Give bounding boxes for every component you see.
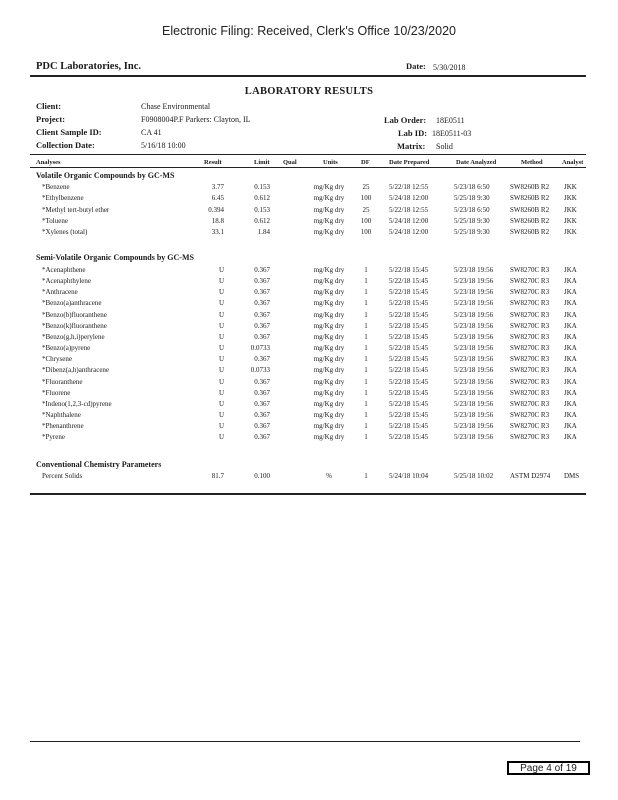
column-header-rule — [30, 167, 586, 168]
date-label: Date: — [406, 61, 426, 71]
result-value: U — [218, 288, 224, 297]
units-value: mg/Kg dry — [313, 183, 345, 191]
analyte-name: *Chrysene — [42, 355, 72, 364]
units-value: mg/Kg dry — [313, 422, 345, 431]
table-row — [0, 472, 618, 483]
analyte-name: *Xylenes (total) — [42, 228, 88, 237]
limit-value: 0.367 — [254, 422, 270, 431]
date-analyzed: 5/23/18 19:56 — [454, 266, 494, 274]
matrix-label: Matrix: — [397, 141, 426, 151]
date-prepared: 5/22/18 15:45 — [389, 277, 429, 286]
limit-value: 0.367 — [254, 433, 270, 442]
method-value: SW8270C R3 — [510, 344, 550, 353]
info-rule — [30, 154, 586, 155]
units-value: mg/Kg dry — [313, 310, 345, 319]
units-value: mg/Kg dry — [313, 388, 345, 397]
analyst-value: JKA — [564, 321, 577, 330]
analyst-value: DMS — [564, 472, 580, 480]
result-value: U — [218, 410, 224, 419]
table-row — [0, 333, 618, 344]
limit-value: 0.367 — [254, 266, 270, 274]
table-row — [0, 422, 618, 433]
page-number: Page 4 of 19 — [507, 761, 590, 775]
sample-id-label: Client Sample ID: — [36, 127, 102, 137]
date-analyzed: 5/23/18 19:56 — [454, 355, 494, 364]
matrix-value: Solid — [436, 142, 453, 151]
limit-value: 0.367 — [254, 299, 270, 308]
limit-value: 0.367 — [254, 277, 270, 286]
date-prepared: 5/22/18 15:45 — [389, 355, 429, 364]
date-analyzed: 5/25/18 9:30 — [454, 228, 490, 237]
date-analyzed: 5/25/18 9:30 — [454, 216, 490, 225]
result-value: U — [218, 321, 224, 330]
date-prepared: 5/22/18 15:45 — [389, 399, 429, 408]
result-value: U — [218, 277, 224, 286]
project-label: Project: — [36, 114, 66, 124]
dilution-factor: 1 — [364, 433, 368, 442]
date-prepared: 5/22/18 15:45 — [389, 288, 429, 297]
date-prepared: 5/24/18 10:04 — [389, 472, 429, 480]
method-value: SW8260B R2 — [510, 194, 550, 203]
units-value: mg/Kg dry — [313, 194, 345, 203]
footer-rule — [30, 741, 580, 742]
method-value: SW8260B R2 — [510, 183, 550, 191]
col-header-analyses: Analyses — [36, 159, 61, 166]
analyst-value: JKA — [564, 277, 577, 286]
dilution-factor: 1 — [364, 377, 368, 386]
date-analyzed: 5/23/18 19:56 — [454, 388, 494, 397]
dilution-factor: 1 — [364, 266, 368, 274]
analyte-name: *Benzo(g,h,i)perylene — [42, 332, 105, 341]
limit-value: 0.100 — [254, 472, 270, 480]
dilution-factor: 1 — [364, 332, 368, 341]
units-value: mg/Kg dry — [313, 366, 345, 375]
method-value: SW8270C R3 — [510, 288, 550, 297]
table-row — [0, 400, 618, 411]
report-date: 5/30/2018 — [433, 63, 466, 72]
client-label: Client: — [36, 101, 62, 111]
limit-value: 0.0733 — [250, 366, 270, 375]
analyte-name: *Dibenz(a,h)anthracene — [42, 366, 110, 375]
col-header-date-prepared: Date Prepared — [389, 159, 430, 166]
lab-id-value: 18E0511-03 — [432, 129, 472, 138]
analyst-value: JKA — [564, 332, 577, 341]
date-prepared: 5/22/18 15:45 — [389, 332, 429, 341]
result-value: U — [218, 366, 224, 375]
analyte-name: *Benzene — [42, 183, 70, 191]
dilution-factor: 100 — [360, 194, 372, 203]
dilution-factor: 1 — [364, 410, 368, 419]
result-value: U — [218, 332, 224, 341]
result-value: 18.8 — [211, 216, 224, 225]
section-title-voc: Volatile Organic Compounds by GC-MS — [36, 171, 175, 180]
units-value: mg/Kg dry — [313, 216, 345, 225]
client-value: Chase Environmental — [141, 102, 211, 111]
dilution-factor: 1 — [364, 277, 368, 286]
limit-value: 0.153 — [254, 183, 270, 191]
limit-value: 1.84 — [257, 228, 270, 237]
analyte-name: *Benzo(a)anthracene — [42, 299, 102, 308]
collection-date-label: Collection Date: — [36, 140, 95, 150]
analyst-value: JKA — [564, 344, 577, 353]
result-value: 33.1 — [211, 228, 224, 237]
date-analyzed: 5/23/18 19:56 — [454, 321, 494, 330]
analyst-value: JKA — [564, 299, 577, 308]
limit-value: 0.367 — [254, 321, 270, 330]
result-value: 81.7 — [211, 472, 224, 480]
table-row — [0, 299, 618, 310]
units-value: mg/Kg dry — [313, 277, 345, 286]
method-value: SW8270C R3 — [510, 388, 550, 397]
limit-value: 0.367 — [254, 355, 270, 364]
limit-value: 0.612 — [254, 216, 270, 225]
collection-date-value: 5/16/18 10:00 — [141, 141, 186, 150]
analyst-value: JKK — [564, 183, 577, 191]
result-value: U — [218, 344, 224, 353]
lab-id-label: Lab ID: — [398, 128, 428, 138]
dilution-factor: 25 — [362, 205, 370, 214]
analyst-value: JKA — [564, 399, 577, 408]
analyst-value: JKA — [564, 355, 577, 364]
company-name: PDC Laboratories, Inc. — [36, 61, 141, 72]
table-end-rule — [30, 493, 586, 495]
date-prepared: 5/24/18 12:00 — [389, 194, 429, 203]
result-value: U — [218, 266, 224, 274]
table-row — [0, 366, 618, 377]
analyst-value: JKA — [564, 266, 577, 274]
method-value: SW8270C R3 — [510, 355, 550, 364]
table-row — [0, 344, 618, 355]
table-row — [0, 194, 618, 205]
units-value: mg/Kg dry — [313, 355, 345, 364]
method-value: SW8270C R3 — [510, 366, 550, 375]
col-header-df: DF — [361, 159, 370, 166]
result-value: U — [218, 377, 224, 386]
limit-value: 0.367 — [254, 288, 270, 297]
limit-value: 0.612 — [254, 194, 270, 203]
method-value: ASTM D2974 — [510, 472, 551, 480]
method-value: SW8270C R3 — [510, 332, 550, 341]
limit-value: 0.367 — [254, 332, 270, 341]
analyte-name: *Fluoranthene — [42, 377, 83, 386]
analyst-value: JKA — [564, 366, 577, 375]
analyst-value: JKA — [564, 310, 577, 319]
dilution-factor: 1 — [364, 344, 368, 353]
units-value: mg/Kg dry — [313, 344, 345, 353]
method-value: SW8260B R2 — [510, 216, 550, 225]
date-analyzed: 5/23/18 19:56 — [454, 377, 494, 386]
header-rule — [30, 75, 586, 77]
col-header-analyst: Analyst — [562, 159, 584, 166]
analyst-value: JKK — [564, 205, 577, 214]
analyst-value: JKA — [564, 388, 577, 397]
date-analyzed: 5/23/18 19:56 — [454, 433, 494, 442]
date-analyzed: 5/23/18 6:50 — [454, 183, 490, 191]
analyte-name: *Fluorene — [42, 388, 71, 397]
lab-order-label: Lab Order: — [384, 115, 427, 125]
date-analyzed: 5/23/18 19:56 — [454, 344, 494, 353]
date-analyzed: 5/23/18 19:56 — [454, 288, 494, 297]
dilution-factor: 100 — [360, 216, 372, 225]
analyte-name: *Naphthalene — [42, 410, 81, 419]
units-value: mg/Kg dry — [313, 205, 345, 214]
date-prepared: 5/22/18 15:45 — [389, 422, 429, 431]
analyst-value: JKA — [564, 288, 577, 297]
col-header-method: Method — [521, 159, 543, 166]
table-row — [0, 433, 618, 444]
result-value: 0.394 — [208, 205, 224, 214]
method-value: SW8270C R3 — [510, 310, 550, 319]
table-row — [0, 217, 618, 228]
method-value: SW8270C R3 — [510, 321, 550, 330]
result-value: 3.77 — [211, 183, 224, 191]
result-value: U — [218, 388, 224, 397]
date-prepared: 5/24/18 12:00 — [389, 216, 429, 225]
analyst-value: JKK — [564, 194, 577, 203]
analyte-name: *Anthracene — [42, 288, 78, 297]
analyte-name: *Benzo(a)pyrene — [42, 344, 91, 353]
table-row — [0, 389, 618, 400]
analyte-name: *Benzo(b)fluoranthene — [42, 310, 107, 319]
section-title-svoc: Semi-Volatile Organic Compounds by GC-MS — [36, 253, 194, 262]
table-row — [0, 206, 618, 217]
method-value: SW8270C R3 — [510, 377, 550, 386]
units-value: mg/Kg dry — [313, 321, 345, 330]
analyst-value: JKA — [564, 422, 577, 431]
method-value: SW8270C R3 — [510, 266, 550, 274]
dilution-factor: 1 — [364, 299, 368, 308]
project-value: F0908004P.F Parkers: Clayton, IL — [141, 115, 251, 124]
analyte-name: *Benzo(k)fluoranthene — [42, 321, 107, 330]
date-prepared: 5/22/18 15:45 — [389, 433, 429, 442]
table-row — [0, 311, 618, 322]
date-analyzed: 5/25/18 9:30 — [454, 194, 490, 203]
sample-id-value: CA 41 — [141, 128, 162, 137]
date-prepared: 5/22/18 15:45 — [389, 377, 429, 386]
limit-value: 0.153 — [254, 205, 270, 214]
result-value: U — [218, 433, 224, 442]
date-analyzed: 5/25/18 10:02 — [454, 472, 494, 480]
result-value: U — [218, 355, 224, 364]
dilution-factor: 1 — [364, 288, 368, 297]
dilution-factor: 1 — [364, 388, 368, 397]
dilution-factor: 1 — [364, 321, 368, 330]
result-value: U — [218, 399, 224, 408]
units-value: mg/Kg dry — [313, 228, 345, 237]
units-value: mg/Kg dry — [313, 299, 345, 308]
table-row — [0, 288, 618, 299]
analyte-name: *Acenaphthene — [42, 266, 86, 274]
date-prepared: 5/22/18 12:55 — [389, 205, 429, 214]
limit-value: 0.367 — [254, 388, 270, 397]
date-analyzed: 5/23/18 19:56 — [454, 310, 494, 319]
result-value: U — [218, 310, 224, 319]
limit-value: 0.367 — [254, 377, 270, 386]
date-analyzed: 5/23/18 19:56 — [454, 399, 494, 408]
analyst-value: JKA — [564, 410, 577, 419]
method-value: SW8270C R3 — [510, 433, 550, 442]
dilution-factor: 1 — [364, 366, 368, 375]
date-prepared: 5/24/18 12:00 — [389, 228, 429, 237]
table-row — [0, 322, 618, 333]
analyst-value: JKA — [564, 377, 577, 386]
col-header-date-analyzed: Date Analyzed — [456, 159, 497, 166]
units-value: mg/Kg dry — [313, 399, 345, 408]
method-value: SW8270C R3 — [510, 277, 550, 286]
table-row — [0, 228, 618, 239]
table-row — [0, 355, 618, 366]
analyte-name: *Ethylbenzene — [42, 194, 84, 203]
date-prepared: 5/22/18 15:45 — [389, 344, 429, 353]
filing-stamp: Electronic Filing: Received, Clerk's Office 10/23/2020 — [162, 24, 456, 38]
analyte-name: *Methyl tert-butyl ether — [42, 205, 110, 214]
date-prepared: 5/22/18 15:45 — [389, 310, 429, 319]
section-title-conventional: Conventional Chemistry Parameters — [36, 460, 162, 469]
table-row — [0, 378, 618, 389]
date-analyzed: 5/23/18 19:56 — [454, 410, 494, 419]
dilution-factor: 1 — [364, 310, 368, 319]
limit-value: 0.0733 — [250, 344, 270, 353]
date-prepared: 5/22/18 15:45 — [389, 366, 429, 375]
units-value: mg/Kg dry — [313, 410, 345, 419]
method-value: SW8270C R3 — [510, 422, 550, 431]
col-header-units: Units — [323, 159, 338, 166]
limit-value: 0.367 — [254, 399, 270, 408]
limit-value: 0.367 — [254, 410, 270, 419]
units-value: mg/Kg dry — [313, 433, 345, 442]
analyte-name: *Phenanthrene — [42, 422, 84, 431]
date-prepared: 5/22/18 15:45 — [389, 388, 429, 397]
date-analyzed: 5/23/18 19:56 — [454, 277, 494, 286]
date-prepared: 5/22/18 12:55 — [389, 183, 429, 191]
date-prepared: 5/22/18 15:45 — [389, 266, 429, 274]
result-value: U — [218, 422, 224, 431]
analyte-name: *Toluene — [42, 216, 68, 225]
analyte-name: *Pyrene — [42, 433, 65, 442]
date-analyzed: 5/23/18 19:56 — [454, 299, 494, 308]
dilution-factor: 1 — [364, 399, 368, 408]
units-value: mg/Kg dry — [313, 266, 345, 274]
date-analyzed: 5/23/18 19:56 — [454, 332, 494, 341]
analyst-value: JKK — [564, 228, 577, 237]
units-value: mg/Kg dry — [313, 332, 345, 341]
result-value: U — [218, 299, 224, 308]
date-prepared: 5/22/18 15:45 — [389, 410, 429, 419]
limit-value: 0.367 — [254, 310, 270, 319]
table-row — [0, 277, 618, 288]
dilution-factor: 1 — [364, 422, 368, 431]
units-value: mg/Kg dry — [313, 288, 345, 297]
date-prepared: 5/22/18 15:45 — [389, 299, 429, 308]
date-prepared: 5/22/18 15:45 — [389, 321, 429, 330]
col-header-limit: Limit — [254, 159, 270, 166]
analyst-value: JKK — [564, 216, 577, 225]
units-value: mg/Kg dry — [313, 377, 345, 386]
dilution-factor: 25 — [362, 183, 370, 191]
method-value: SW8260B R2 — [510, 228, 550, 237]
method-value: SW8270C R3 — [510, 299, 550, 308]
col-header-result: Result — [204, 159, 222, 166]
units-value: % — [326, 472, 332, 480]
dilution-factor: 1 — [364, 472, 368, 480]
method-value: SW8260B R2 — [510, 205, 550, 214]
table-row — [0, 411, 618, 422]
dilution-factor: 1 — [364, 355, 368, 364]
date-analyzed: 5/23/18 19:56 — [454, 366, 494, 375]
analyte-name: *Acenaphthylene — [42, 277, 91, 286]
method-value: SW8270C R3 — [510, 410, 550, 419]
col-header-qual: Qual — [283, 159, 297, 166]
table-row — [0, 183, 618, 194]
result-value: 6.45 — [211, 194, 224, 203]
analyst-value: JKA — [564, 433, 577, 442]
date-analyzed: 5/23/18 19:56 — [454, 422, 494, 431]
analyte-name: Percent Solids — [42, 472, 83, 480]
analyte-name: *Indeno(1,2,3-cd)pyrene — [42, 399, 112, 408]
lab-order-value: 18E0511 — [436, 116, 465, 125]
dilution-factor: 100 — [360, 228, 372, 237]
method-value: SW8270C R3 — [510, 399, 550, 408]
date-analyzed: 5/23/18 6:50 — [454, 205, 490, 214]
table-row — [0, 266, 618, 277]
report-title: LABORATORY RESULTS — [244, 86, 374, 97]
